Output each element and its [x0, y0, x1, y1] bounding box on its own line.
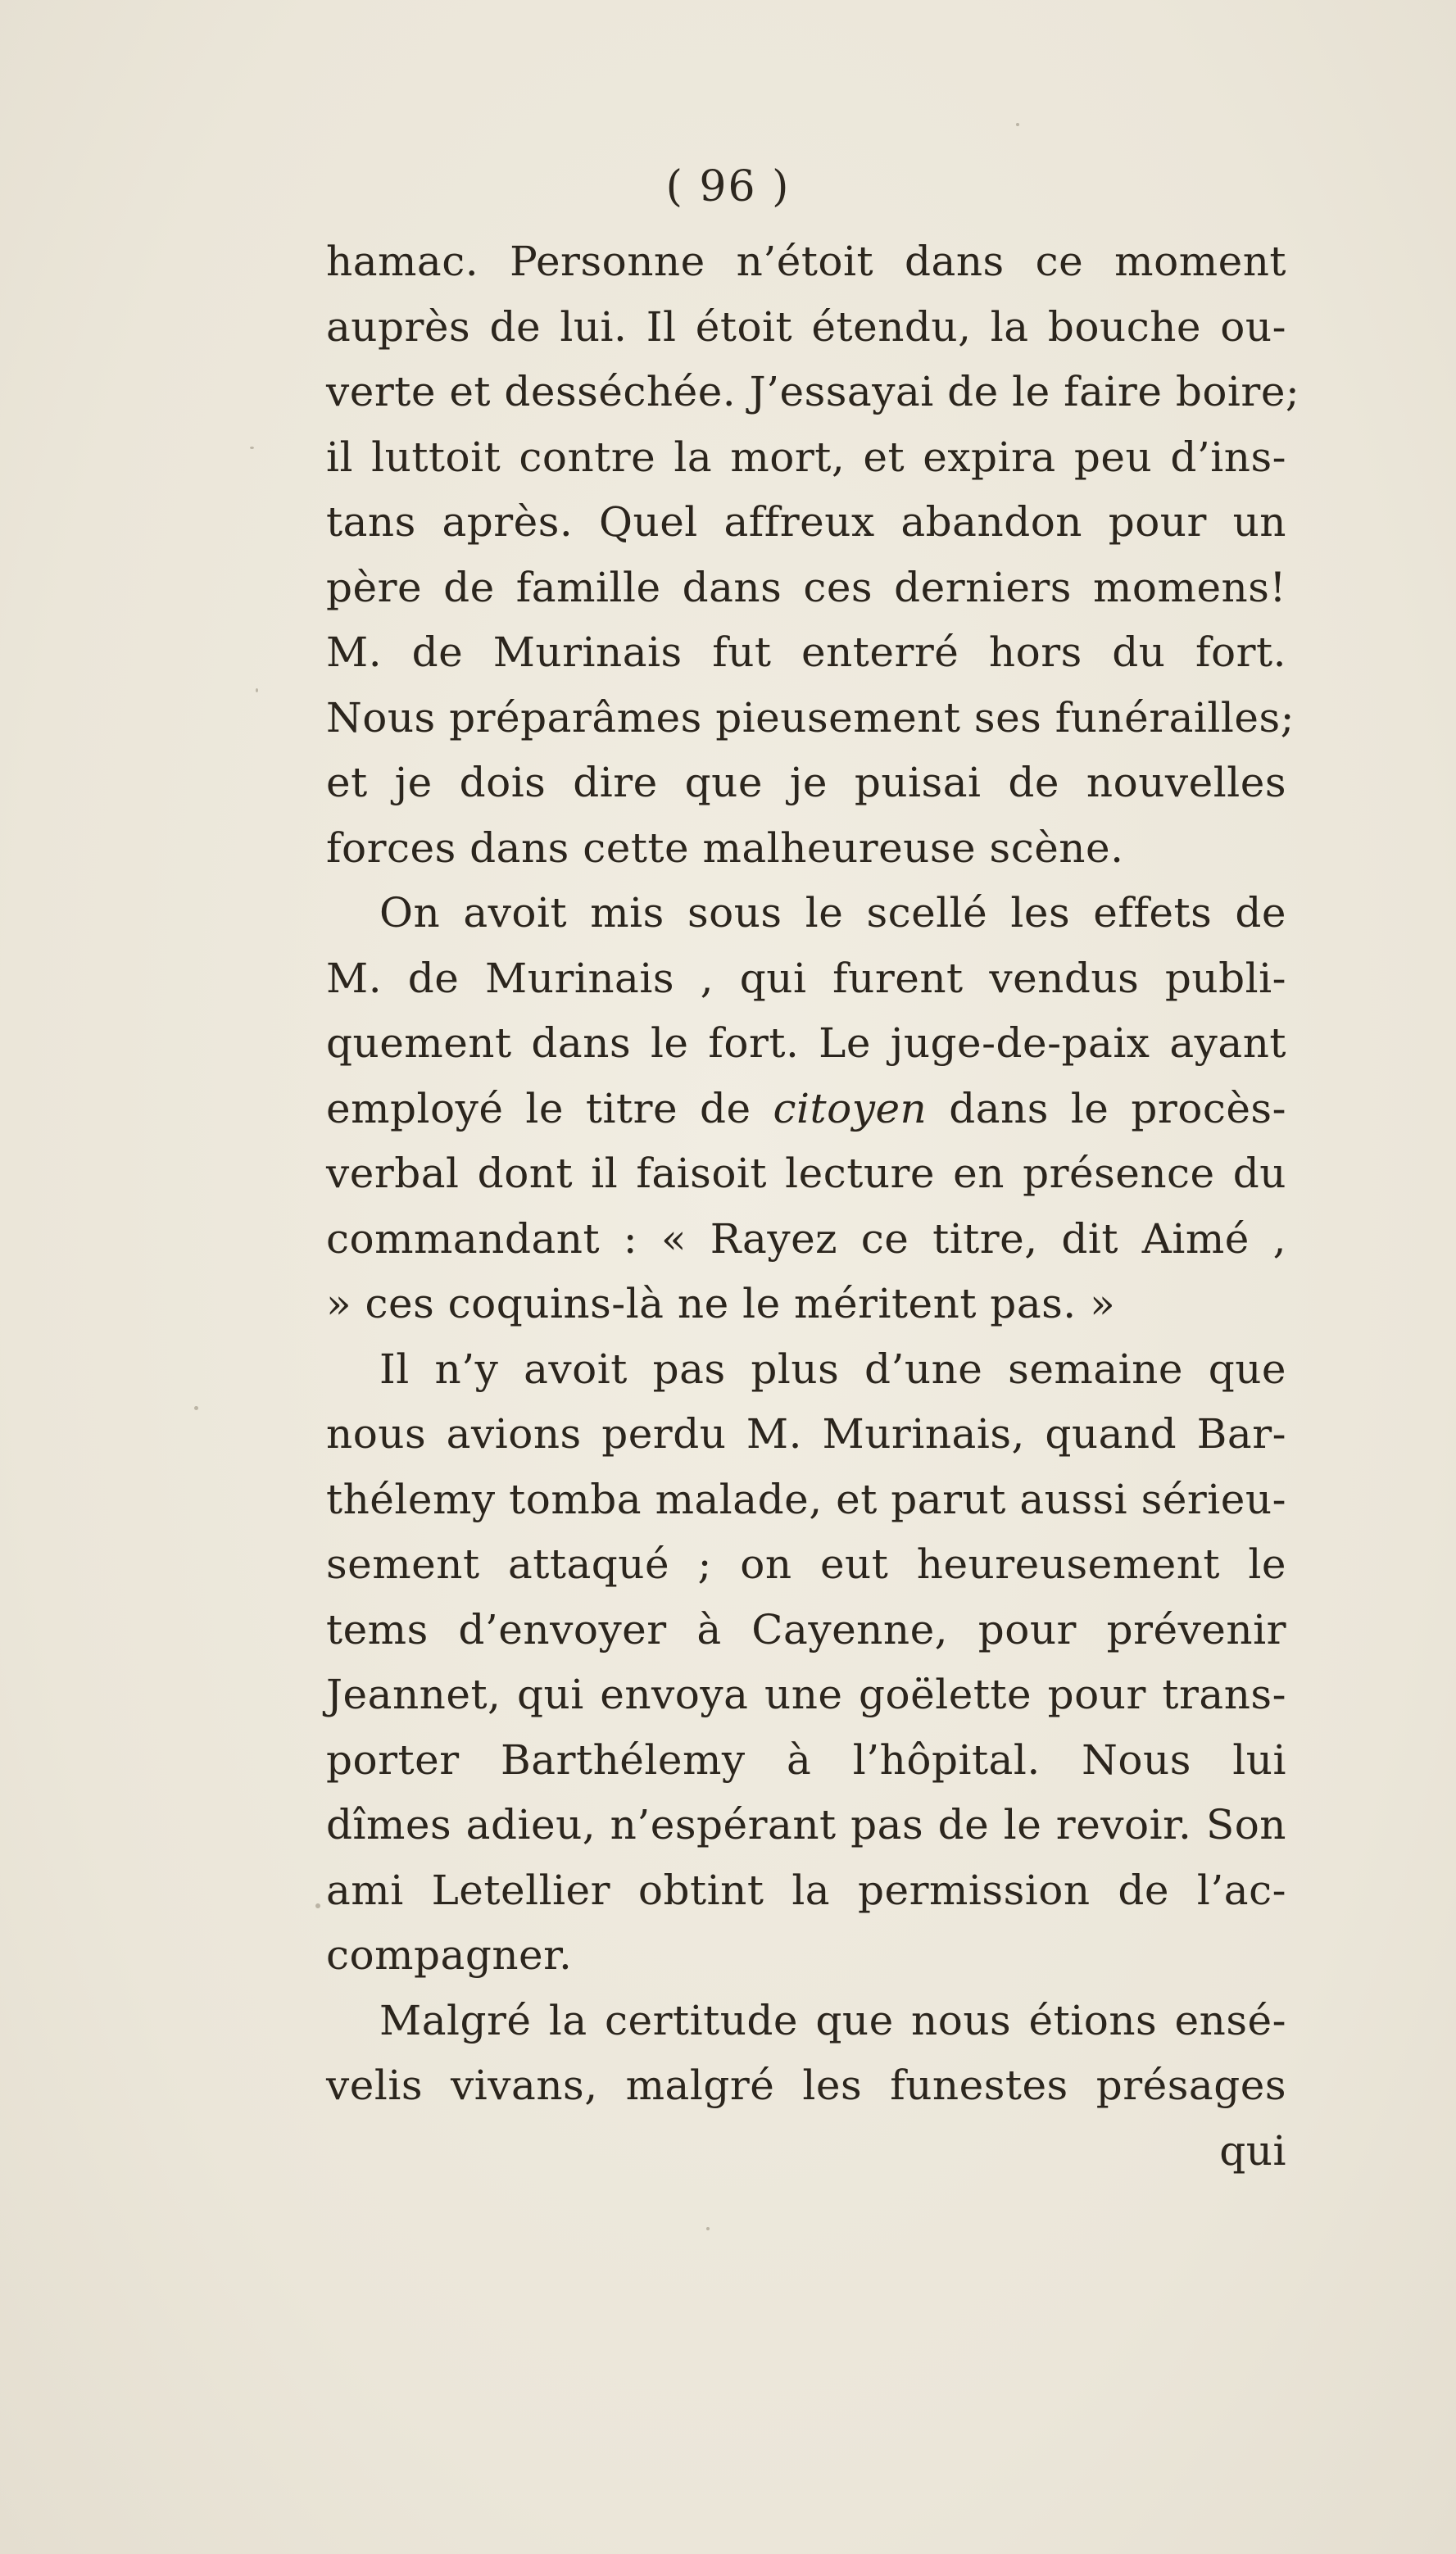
text-line: Jeannet, qui envoya une goëlette pour trans- — [326, 1671, 1286, 1718]
paper-speck — [706, 2227, 710, 2230]
paper-speck — [315, 1903, 320, 1908]
text-line: verte et desséchée. J’essayai de le faire boire; — [326, 368, 1300, 415]
text-line: quement dans le fort. Le juge-de-paix ayant — [326, 1019, 1286, 1067]
text-line: M. de Murinais fut enterré hors du fort. — [326, 628, 1286, 676]
paper-speck — [256, 688, 258, 692]
paper-speck — [250, 447, 254, 449]
text-line: forces dans cette malheureuse scène. — [326, 823, 1124, 872]
page-number: ( 96 ) — [665, 162, 791, 211]
text-line: M. de Murinais , qui furent vendus publi- — [326, 954, 1286, 1002]
text-line: thélemy tomba malade, et parut aussi sérieu- — [326, 1475, 1286, 1523]
text-line: velis vivans, malgré les funestes présages — [326, 2062, 1286, 2109]
text-line: porter Barthélemy à l’hôpital. Nous lui — [326, 1735, 1286, 1784]
text-segment: dans le procès- — [949, 1084, 1286, 1132]
text-line-with-italic — [326, 1077, 1286, 1142]
text-segment: employé le titre de — [326, 1084, 751, 1132]
text-line: auprès de lui. Il étoit étendu, la bouche ou- — [326, 302, 1286, 351]
text-line: tans après. Quel affreux abandon pour un — [326, 498, 1286, 546]
paper-speck — [1016, 123, 1019, 126]
paragraph-start-line: On avoit mis sous le scellé les effets de — [379, 889, 1286, 937]
catchword: qui — [1219, 2126, 1286, 2175]
italic-word: citoyen — [773, 1084, 928, 1132]
text-line: compagner. — [326, 1931, 573, 1979]
text-line: tems d’envoyer à Cayenne, pour prévenir — [326, 1605, 1286, 1654]
text-line: ami Letellier obtint la permission de l’ac- — [326, 1866, 1286, 1914]
text-line: et je dois dire que je puisai de nouvelles — [326, 759, 1286, 806]
text-line: dîmes adieu, n’espérant pas de le revoir. Son — [326, 1801, 1286, 1849]
text-line: » ces coquins-là ne le méritent pas. » — [326, 1280, 1116, 1327]
text-line: verbal dont il faisoit lecture en présence du — [326, 1150, 1286, 1197]
text-line: commandant : « Rayez ce titre, dit Aimé , — [326, 1214, 1286, 1263]
text-line: hamac. Personne n’étoit dans ce moment — [326, 238, 1286, 285]
text-line: père de famille dans ces derniers momens! — [326, 563, 1286, 611]
paragraph-start-line: Il n’y avoit pas plus d’une semaine que — [379, 1345, 1286, 1393]
body-text — [326, 229, 1300, 2184]
text-line: nous avions perdu M. Murinais, quand Bar- — [326, 1410, 1286, 1458]
paper-speck — [194, 1406, 198, 1410]
paragraph-start-line: Malgré la certitude que nous étions ensé- — [379, 1996, 1286, 2044]
text-line: il luttoit contre la mort, et expira peu d’ins- — [326, 433, 1286, 481]
text-line: sement attaqué ; on eut heureusement le — [326, 1540, 1286, 1588]
text-line: Nous préparâmes pieusement ses funérailles; — [326, 693, 1295, 742]
